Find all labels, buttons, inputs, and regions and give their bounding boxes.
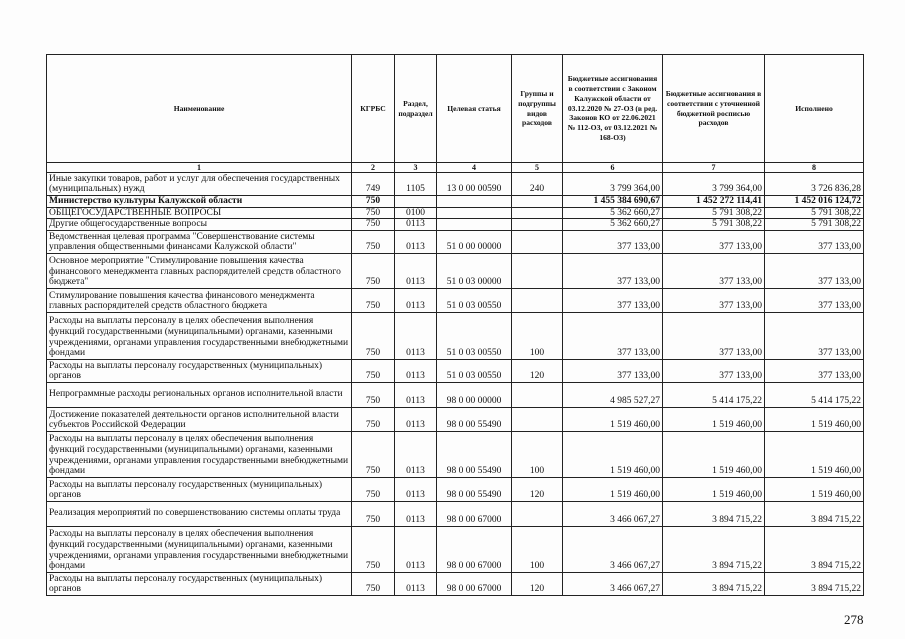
row-kgrbs: 750 bbox=[352, 288, 395, 312]
row-kgrbs: 750 bbox=[352, 431, 395, 477]
row-group: 100 bbox=[512, 526, 563, 572]
row-refined-allocation: 1 519 460,00 bbox=[663, 431, 765, 477]
row-name: Расходы на выплаты персоналу в целях обеспечения выполнения функций государственными (муниципальными) органами, казенными учреждениями, органами управления государственными внебюджетными фондами bbox=[47, 312, 352, 359]
row-kgrbs: 750 bbox=[352, 501, 395, 526]
row-group bbox=[512, 207, 563, 219]
row-law-allocation: 1 519 460,00 bbox=[563, 477, 663, 501]
row-name: Стимулирование повышения качества финансового менеджмента главных распорядителей средств областного бюджета bbox=[47, 288, 352, 312]
column-number: 8 bbox=[765, 163, 864, 173]
row-executed: 5 791 308,22 bbox=[765, 219, 864, 231]
header-name: Наименование bbox=[47, 55, 352, 163]
row-executed: 377 133,00 bbox=[765, 288, 864, 312]
table-row bbox=[47, 173, 864, 196]
row-section: 0113 bbox=[395, 382, 437, 407]
row-refined-allocation: 5 791 308,22 bbox=[663, 219, 765, 231]
row-section: 0113 bbox=[395, 526, 437, 572]
table-row bbox=[47, 288, 864, 312]
table-row bbox=[47, 501, 864, 526]
row-name: ОБЩЕГОСУДАРСТВЕННЫЕ ВОПРОСЫ bbox=[47, 207, 352, 219]
row-executed: 377 133,00 bbox=[765, 359, 864, 382]
row-target: 51 0 03 00550 bbox=[437, 312, 512, 359]
row-executed: 3 894 715,22 bbox=[765, 501, 864, 526]
row-name: Расходы на выплаты персоналу государственных (муниципальных) органов bbox=[47, 477, 352, 501]
row-group: 100 bbox=[512, 312, 563, 359]
table-row bbox=[47, 382, 864, 407]
row-refined-allocation: 3 894 715,22 bbox=[663, 572, 765, 595]
table-row bbox=[47, 219, 864, 231]
row-target bbox=[437, 196, 512, 208]
row-executed: 3 726 836,28 bbox=[765, 173, 864, 196]
row-executed: 377 133,00 bbox=[765, 230, 864, 253]
row-executed: 1 519 460,00 bbox=[765, 407, 864, 431]
table-row bbox=[47, 572, 864, 595]
row-kgrbs: 750 bbox=[352, 359, 395, 382]
row-kgrbs: 750 bbox=[352, 572, 395, 595]
row-name: Расходы на выплаты персоналу в целях обеспечения выполнения функций государственными (муниципальными) органами, казенными учреждениями, органами управления государственными внебюджетными фондами bbox=[47, 526, 352, 572]
row-law-allocation: 377 133,00 bbox=[563, 288, 663, 312]
row-name: Расходы на выплаты персоналу государственных (муниципальных) органов bbox=[47, 572, 352, 595]
row-section: 0113 bbox=[395, 572, 437, 595]
table-row bbox=[47, 253, 864, 288]
table-row bbox=[47, 207, 864, 219]
column-number: 6 bbox=[563, 163, 663, 173]
row-refined-allocation: 3 799 364,00 bbox=[663, 173, 765, 196]
row-refined-allocation: 5 414 175,22 bbox=[663, 382, 765, 407]
row-kgrbs: 750 bbox=[352, 219, 395, 231]
row-section: 0113 bbox=[395, 230, 437, 253]
row-name: Расходы на выплаты персоналу государственных (муниципальных) органов bbox=[47, 359, 352, 382]
row-executed: 377 133,00 bbox=[765, 312, 864, 359]
row-target: 98 0 00 00000 bbox=[437, 382, 512, 407]
row-executed: 3 894 715,22 bbox=[765, 572, 864, 595]
row-group: 100 bbox=[512, 431, 563, 477]
row-group bbox=[512, 382, 563, 407]
row-executed: 5 414 175,22 bbox=[765, 382, 864, 407]
table-row bbox=[47, 477, 864, 501]
column-number: 3 bbox=[395, 163, 437, 173]
row-executed: 3 894 715,22 bbox=[765, 526, 864, 572]
row-target: 51 0 00 00000 bbox=[437, 230, 512, 253]
row-law-allocation: 377 133,00 bbox=[563, 312, 663, 359]
header-row bbox=[47, 55, 864, 163]
row-name: Достижение показателей деятельности органов исполнительной власти субъектов Российской Федерации bbox=[47, 407, 352, 431]
header-kgrbs: КГРБС bbox=[352, 55, 395, 163]
row-target: 98 0 00 55490 bbox=[437, 477, 512, 501]
row-kgrbs: 750 bbox=[352, 312, 395, 359]
row-section: 0113 bbox=[395, 431, 437, 477]
row-executed: 1 452 016 124,72 bbox=[765, 196, 864, 208]
row-section: 0113 bbox=[395, 253, 437, 288]
row-executed: 1 519 460,00 bbox=[765, 431, 864, 477]
row-name: Расходы на выплаты персоналу в целях обеспечения выполнения функций государственными (муниципальными) органами, казенными учреждениями, органами управления государственными внебюджетными фондами bbox=[47, 431, 352, 477]
column-number: 7 bbox=[663, 163, 765, 173]
row-refined-allocation: 5 791 308,22 bbox=[663, 207, 765, 219]
row-name: Другие общегосударственные вопросы bbox=[47, 219, 352, 231]
header-law-allocation: Бюджетные ассигнования в соответствии с Законом Калужской области от 03.12.2020 № 27-ОЗ (в ред. Законов КО от 22.06.2021 № 112-ОЗ, от 03.12.2021 № 168-ОЗ) bbox=[563, 55, 663, 163]
row-refined-allocation: 377 133,00 bbox=[663, 230, 765, 253]
row-target bbox=[437, 207, 512, 219]
table-row bbox=[47, 431, 864, 477]
row-target: 98 0 00 67000 bbox=[437, 572, 512, 595]
row-group bbox=[512, 288, 563, 312]
row-group: 120 bbox=[512, 477, 563, 501]
row-name: Министерство культуры Калужской области bbox=[47, 196, 352, 208]
row-group bbox=[512, 219, 563, 231]
row-section: 0113 bbox=[395, 407, 437, 431]
column-number: 1 bbox=[47, 163, 352, 173]
row-kgrbs: 750 bbox=[352, 407, 395, 431]
row-group: 240 bbox=[512, 173, 563, 196]
row-refined-allocation: 377 133,00 bbox=[663, 312, 765, 359]
table-row bbox=[47, 359, 864, 382]
row-target: 98 0 00 55490 bbox=[437, 431, 512, 477]
row-refined-allocation: 377 133,00 bbox=[663, 288, 765, 312]
header-executed: Исполнено bbox=[765, 55, 864, 163]
row-target: 51 0 03 00550 bbox=[437, 359, 512, 382]
row-refined-allocation: 377 133,00 bbox=[663, 253, 765, 288]
row-section: 0113 bbox=[395, 501, 437, 526]
row-refined-allocation: 1 519 460,00 bbox=[663, 477, 765, 501]
row-section bbox=[395, 196, 437, 208]
row-group bbox=[512, 196, 563, 208]
row-target: 98 0 00 67000 bbox=[437, 501, 512, 526]
row-name: Иные закупки товаров, работ и услуг для обеспечения государственных (муниципальных) нужд bbox=[47, 173, 352, 196]
row-refined-allocation: 1 519 460,00 bbox=[663, 407, 765, 431]
table-row bbox=[47, 407, 864, 431]
table-body bbox=[47, 173, 864, 596]
row-kgrbs: 749 bbox=[352, 173, 395, 196]
row-kgrbs: 750 bbox=[352, 207, 395, 219]
row-section: 0113 bbox=[395, 312, 437, 359]
row-refined-allocation: 377 133,00 bbox=[663, 359, 765, 382]
row-refined-allocation: 1 452 272 114,41 bbox=[663, 196, 765, 208]
row-name: Непрограммные расходы региональных органов исполнительной власти bbox=[47, 382, 352, 407]
row-section: 0113 bbox=[395, 219, 437, 231]
row-target: 13 0 00 00590 bbox=[437, 173, 512, 196]
table-row bbox=[47, 196, 864, 208]
header-refined-allocation: Бюджетные ассигнования в соответствии с уточненной бюджетной росписью расходов bbox=[663, 55, 765, 163]
row-name: Основное мероприятие "Стимулирование повышения качества финансового менеджмента главных распорядителей средств областного бюджета" bbox=[47, 253, 352, 288]
column-number: 5 bbox=[512, 163, 563, 173]
budget-table bbox=[46, 54, 864, 596]
row-law-allocation: 3 466 067,27 bbox=[563, 501, 663, 526]
row-law-allocation: 1 455 384 690,67 bbox=[563, 196, 663, 208]
row-law-allocation: 5 362 660,27 bbox=[563, 219, 663, 231]
header-target: Целевая статья bbox=[437, 55, 512, 163]
row-section: 1105 bbox=[395, 173, 437, 196]
row-target: 98 0 00 55490 bbox=[437, 407, 512, 431]
row-refined-allocation: 3 894 715,22 bbox=[663, 501, 765, 526]
row-group bbox=[512, 501, 563, 526]
row-law-allocation: 3 466 067,27 bbox=[563, 572, 663, 595]
row-group bbox=[512, 230, 563, 253]
table-row bbox=[47, 312, 864, 359]
row-refined-allocation: 3 894 715,22 bbox=[663, 526, 765, 572]
header-section: Раздел, подраздел bbox=[395, 55, 437, 163]
column-number-row bbox=[47, 163, 864, 173]
row-law-allocation: 4 985 527,27 bbox=[563, 382, 663, 407]
row-law-allocation: 3 466 067,27 bbox=[563, 526, 663, 572]
row-name: Ведомственная целевая программа "Совершенствование системы управления общественными финансами Калужской области" bbox=[47, 230, 352, 253]
row-law-allocation: 1 519 460,00 bbox=[563, 407, 663, 431]
row-kgrbs: 750 bbox=[352, 526, 395, 572]
table-row bbox=[47, 230, 864, 253]
table-row bbox=[47, 526, 864, 572]
row-group: 120 bbox=[512, 359, 563, 382]
header-groups: Группы и подгруппы видов расходов bbox=[512, 55, 563, 163]
row-kgrbs: 750 bbox=[352, 253, 395, 288]
row-section: 0113 bbox=[395, 288, 437, 312]
row-name: Реализация мероприятий по совершенствованию системы оплаты труда bbox=[47, 501, 352, 526]
row-law-allocation: 3 799 364,00 bbox=[563, 173, 663, 196]
column-number: 2 bbox=[352, 163, 395, 173]
row-section: 0113 bbox=[395, 359, 437, 382]
row-group: 120 bbox=[512, 572, 563, 595]
row-target: 51 0 03 00000 bbox=[437, 253, 512, 288]
row-law-allocation: 377 133,00 bbox=[563, 230, 663, 253]
row-kgrbs: 750 bbox=[352, 477, 395, 501]
row-section: 0100 bbox=[395, 207, 437, 219]
row-law-allocation: 377 133,00 bbox=[563, 359, 663, 382]
row-executed: 5 791 308,22 bbox=[765, 207, 864, 219]
row-kgrbs: 750 bbox=[352, 230, 395, 253]
row-executed: 377 133,00 bbox=[765, 253, 864, 288]
row-target bbox=[437, 219, 512, 231]
row-kgrbs: 750 bbox=[352, 382, 395, 407]
column-number: 4 bbox=[437, 163, 512, 173]
row-law-allocation: 377 133,00 bbox=[563, 253, 663, 288]
row-law-allocation: 5 362 660,27 bbox=[563, 207, 663, 219]
row-executed: 1 519 460,00 bbox=[765, 477, 864, 501]
row-target: 51 0 03 00550 bbox=[437, 288, 512, 312]
row-kgrbs: 750 bbox=[352, 196, 395, 208]
page-number: 278 bbox=[844, 612, 864, 627]
row-group bbox=[512, 407, 563, 431]
row-group bbox=[512, 253, 563, 288]
row-law-allocation: 1 519 460,00 bbox=[563, 431, 663, 477]
row-section: 0113 bbox=[395, 477, 437, 501]
row-target: 98 0 00 67000 bbox=[437, 526, 512, 572]
